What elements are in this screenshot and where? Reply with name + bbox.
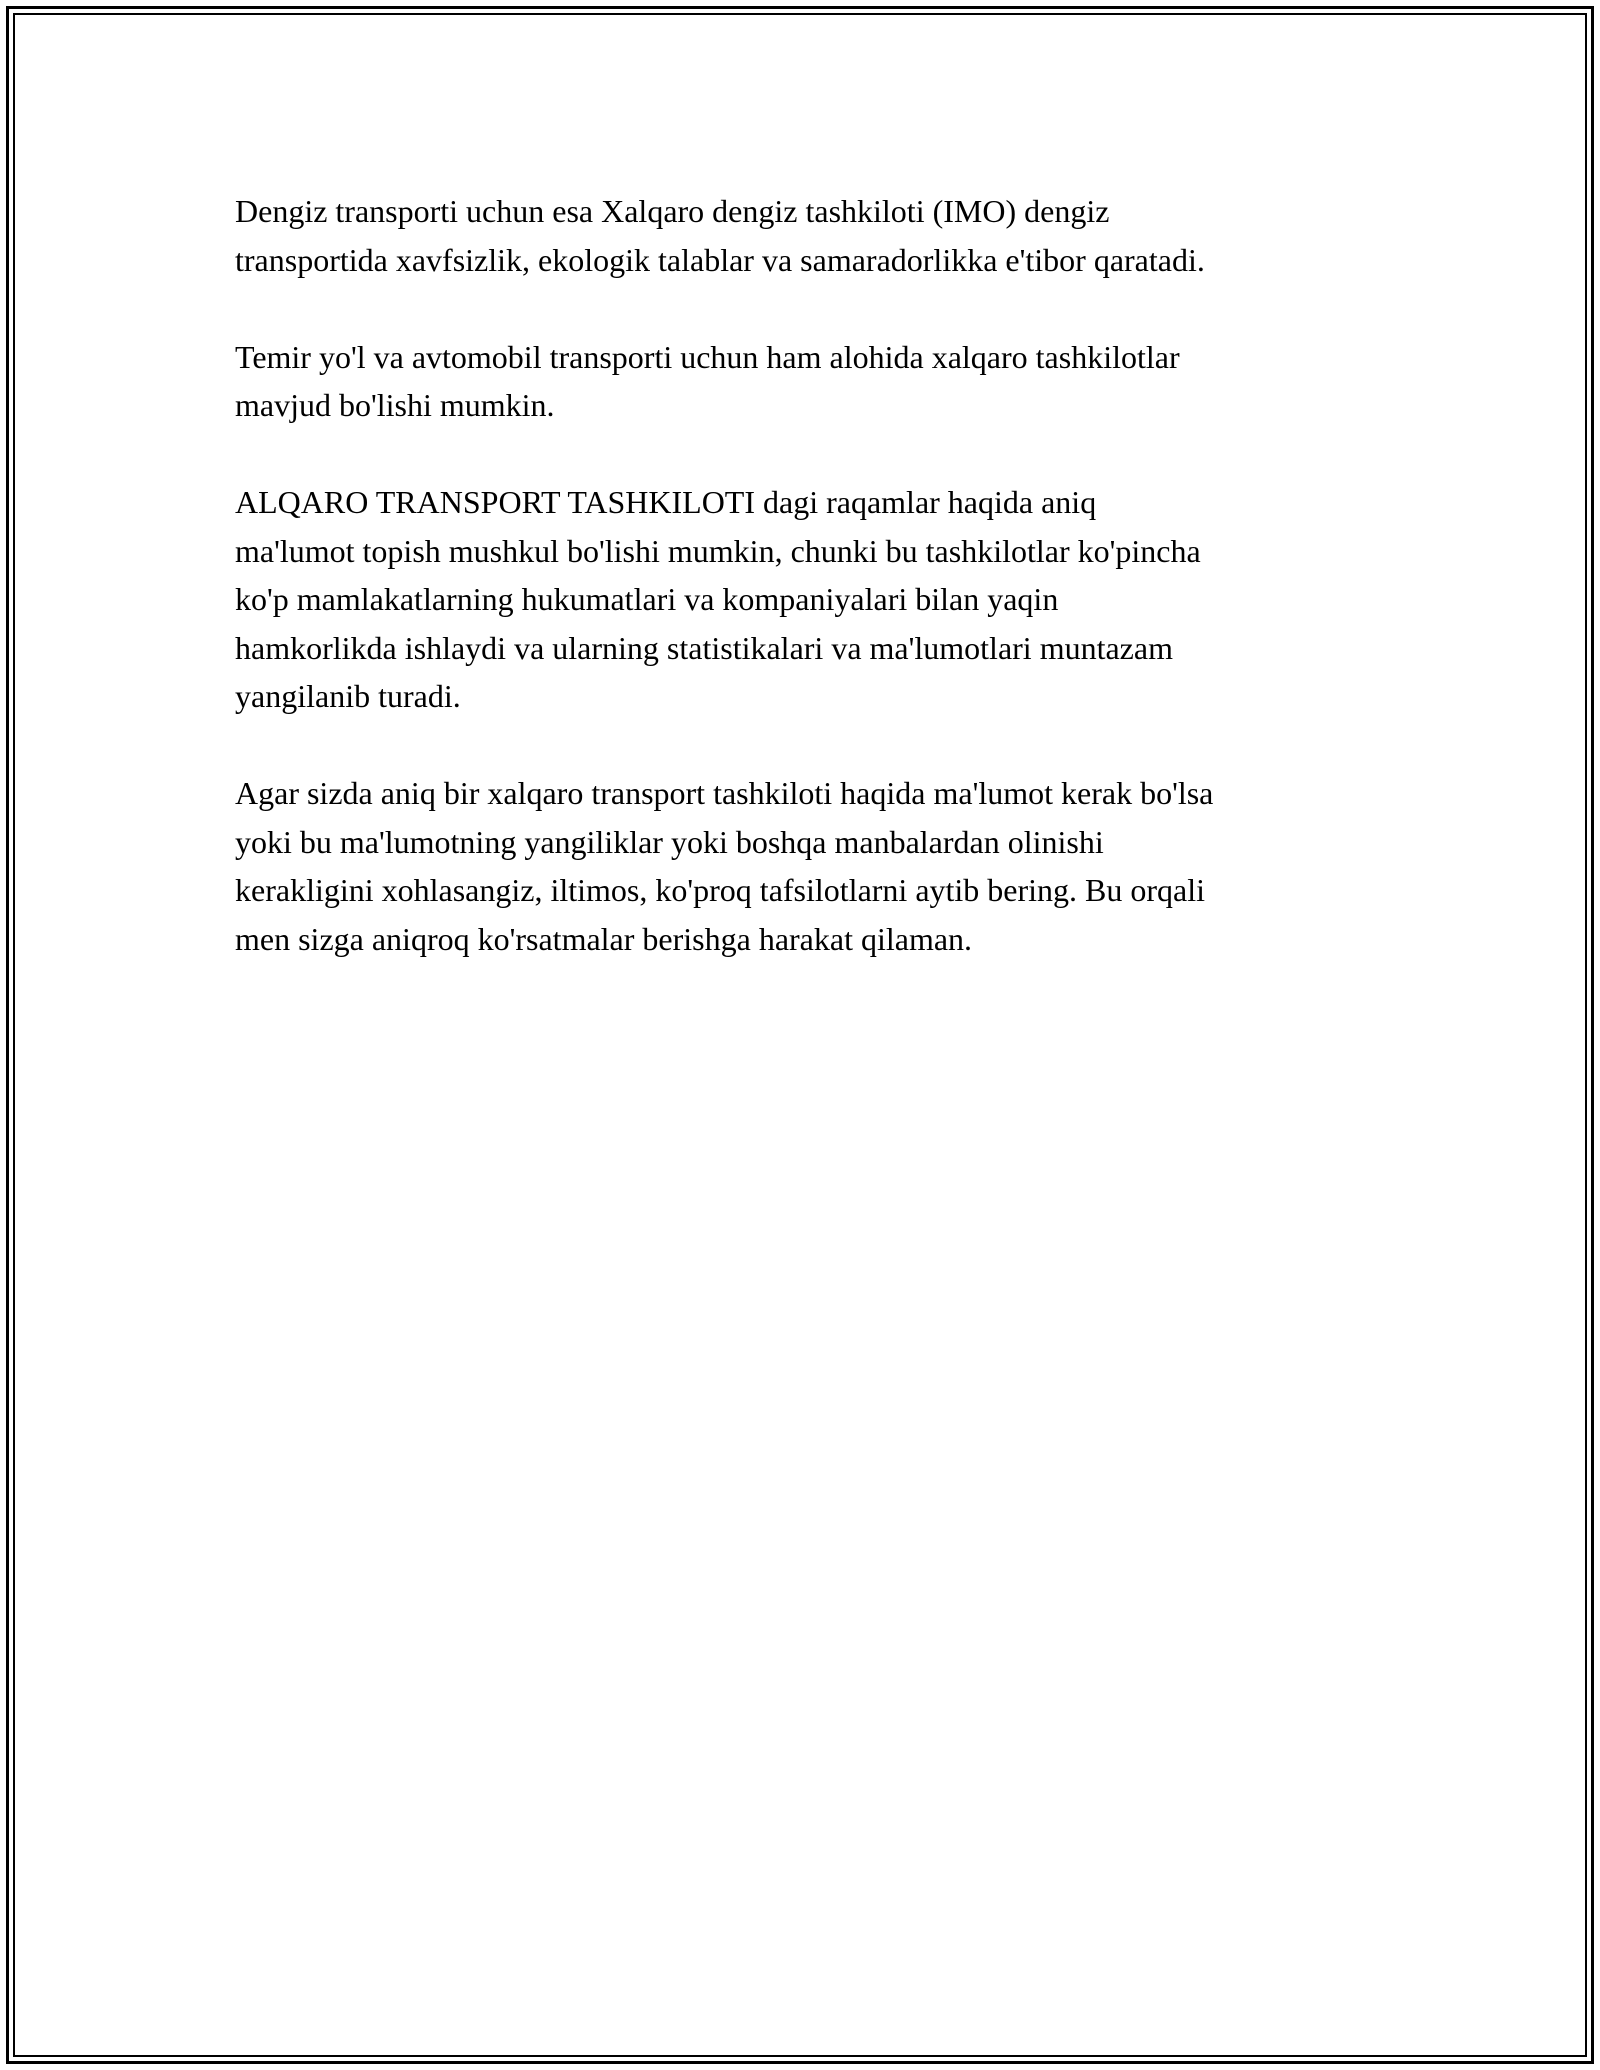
- document-body: [235, 187, 1365, 1012]
- paragraph-imo: Dengiz transporti uchun esa Xalqaro dengiz tashkiloti (IMO) dengiz transportida xavfsizlik, ekologik talablar va samaradorlikka e'tibor qaratadi.: [235, 193, 1205, 278]
- paragraph-rail-road: Temir yo'l va avtomobil transporti uchun ham alohida xalqaro tashkilotlar mavjud bo'lishi mumkin.: [235, 338, 1180, 423]
- paragraph-request: Agar sizda aniq bir xalqaro transport tashkiloti haqida ma'lumot kerak bo'lsa yoki bu ma'lumotning yangiliklar yoki boshqa manbalardan olinishi kerakligini xohlasangiz, iltimos, ko'proq tafsilotlarni aytib bering. Bu orqali men sizga aniqroq ko'rsatmalar berishga harakat qilaman.: [235, 775, 1214, 957]
- paragraph-statistics: ALQARO TRANSPORT TASHKILOTI dagi raqamlar haqida aniq ma'lumot topish mushkul bo'lishi mumkin, chunki bu tashkilotlar ko'pincha ko'p mamlakatlarning hukumatlari va kompaniyalari bilan yaqin hamkorlikda ishlaydi va ularning statistikalari va ma'lumotlari muntazam yangilanib turadi.: [235, 484, 1201, 714]
